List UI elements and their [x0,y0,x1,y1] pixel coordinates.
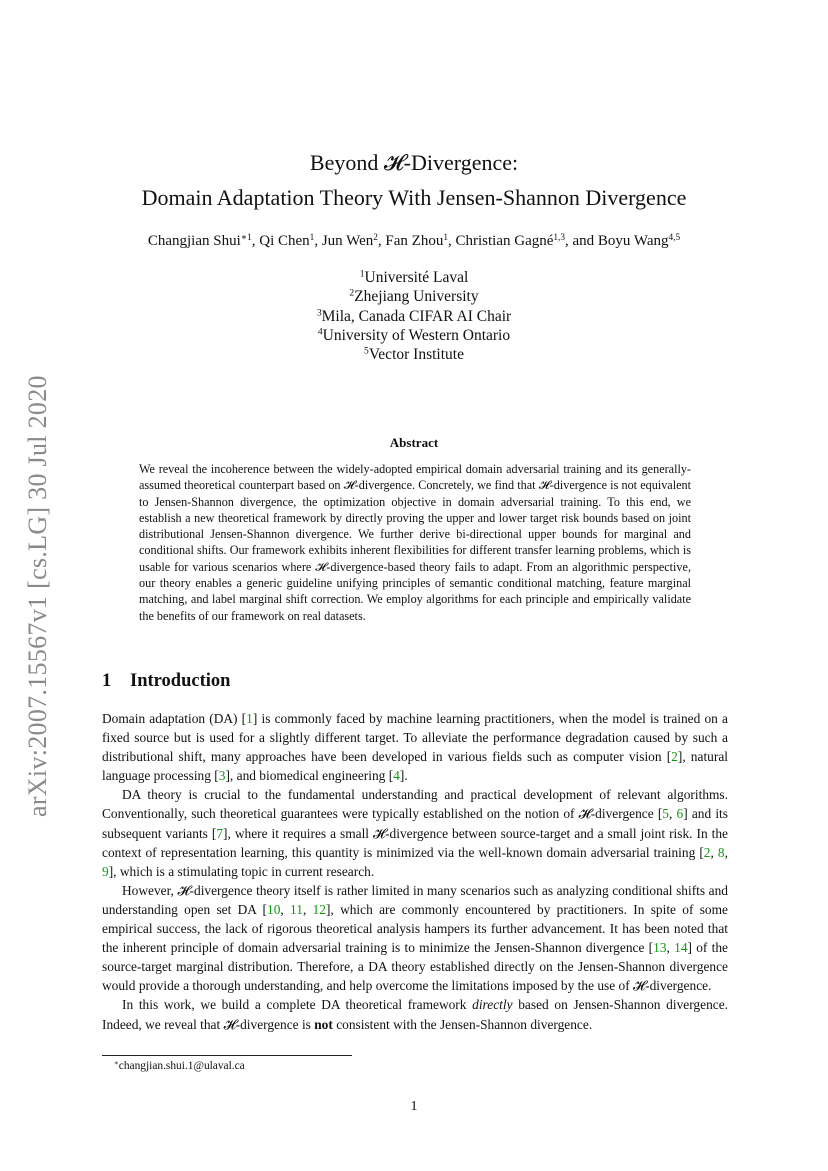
emphasis: directly [472,997,513,1013]
author-name: , Jun Wen [314,233,374,249]
author-affil-sup: 1 [443,232,448,243]
citation-link[interactable]: 14 [674,940,688,956]
affiliation: $^2$Zhejiang University [349,288,479,306]
paragraph: DA theory is crucial to the fundamental understanding and practical development of relevant algorithms. Conventionally, such theoretical guarantees were typically established on the notion of 𝓗-divergence [5, 6] and its subsequent variants [7], where it requires a small 𝓗-divergence between source-target and a small joint risk. In the context of representation learning, this quantity is minimized via the well-known domain adversarial training [2, 8, 9], which is a stimulating topic in current research. [102,787,728,879]
citation-link[interactable]: 13 [653,940,667,956]
footnote-rule [102,1055,352,1056]
abstract-text: We reveal the incoherence between the widely-adopted empirical domain adversarial training and its generally-assumed theoretical counterpart based on 𝓗-divergence. Concretely, we find that 𝓗-divergence is not equivalent to Jensen-Shannon divergence, the optimization objective in domain adversarial training. To this end, we establish a new theoretical framework by directly proving the upper and lower target risk bounds based on joint distributional Jensen-Shannon divergence. We further derive bi-directional upper bounds for marginal and conditional shifts. Our framework exhibits inherent flexibilities for different transfer learning problems, which is usable for various scenarios where 𝓗-divergence-based theory fails to adapt. From an algorithmic perspective, our theory enables a generic guideline unifying principles of semantic conditional matching, feature marginal matching, and label marginal shift correction. We employ algorithms for each principle and empirically validate the benefits of our framework on real datasets. [139,462,691,623]
paper-title-line2: Domain Adaptation Theory With Jensen-Shannon Divergence [141,185,687,210]
affiliation: $^4$University of Western Ontario [317,326,511,344]
citation-link[interactable]: 10 [267,901,281,917]
citation-link[interactable]: 8 [717,844,725,860]
paragraph: However, 𝓗-divergence theory itself is rather limited in many scenarios such as analyzing conditional shifts and understanding open set DA [10, 11, 12], which are commonly encountered by practitioners. In spite of some empirical success, the lack of rigorous theoretical analysis hampers its further advancement. It has been noted that the inherent principle of domain adversarial training is to minimize the Jensen-Shannon divergence [13, 14] of the source-target marginal distribution. Therefore, a DA theory established directly on the Jensen-Shannon divergence would provide a thorough understanding, and help overcome the limitations imposed by the use of 𝓗-divergence. [102,882,729,994]
author-affil-sup: 1 [309,232,315,243]
author-affil-sup: 2 [373,232,378,243]
author-affil-sup: 4,5 [668,232,681,243]
author-affil-sup: ∗1 [240,232,252,243]
citation-link[interactable]: 3 [218,768,226,784]
author-name: , Fan Zhou [377,233,444,249]
citation-link[interactable]: 2 [703,844,711,860]
author-name: , and Boyu Wang [565,233,669,249]
page-number: 1 [410,1099,418,1114]
author-name: Changjian Shui [147,233,241,249]
section-title: Introduction [130,671,231,691]
citation-link[interactable]: 6 [676,806,684,822]
footnote-email: changjian.shui.1@ulaval.ca [118,1060,245,1072]
section-number: 1 [102,671,112,691]
paragraph: Domain adaptation (DA) [1] is commonly faced by machine learning practitioners, when the model is trained on a fixed source but is used for a slightly different target. To alleviate the performance degradation caused by such a distributional shift, many approaches have been developed in various fields such as computer vision [2], natural language processing [3], and biomedical engineering [4]. [102,711,728,784]
citation-link[interactable]: 5 [662,806,669,822]
section-body [102,709,728,1034]
arxiv-stamp: arXiv:2007.15567v1 [cs.LG] 30 Jul 2020 [23,375,52,817]
citation-link[interactable]: 7 [216,825,224,841]
citation-link[interactable]: 9 [102,863,109,879]
bold-text: not [314,1016,333,1032]
affiliation: $^3$Mila, Canada CIFAR AI Chair [316,307,512,325]
author-name: , Qi Chen [251,233,310,249]
author-name: , Christian Gagné [447,233,554,249]
affiliation: $^5$Vector Institute [364,345,464,364]
author-list [0,233,828,250]
paper-title-line1: Beyond 𝓗-Divergence: [309,150,519,175]
citation-link[interactable]: 2 [671,749,678,765]
citation-link[interactable]: 4 [393,768,400,784]
citation-link[interactable]: 1 [246,711,253,726]
citation-link[interactable]: 12 [312,901,326,917]
affiliation-list [0,268,828,364]
affiliation: $^1$Université Laval [359,268,469,286]
author-affil-sup: 1,3 [553,232,566,243]
citation-link[interactable]: 11 [290,901,303,917]
section-heading [102,671,230,692]
footnote: ∗changjian.shui.1@ulaval.ca [114,1059,245,1072]
paragraph: In this work, we build a complete DA theoretical framework directly based on Jensen-Shannon divergence. Indeed, we reveal that 𝓗-divergence is not consistent with the Jensen-Shannon divergence. [102,997,728,1032]
abstract-heading: Abstract [389,435,439,450]
